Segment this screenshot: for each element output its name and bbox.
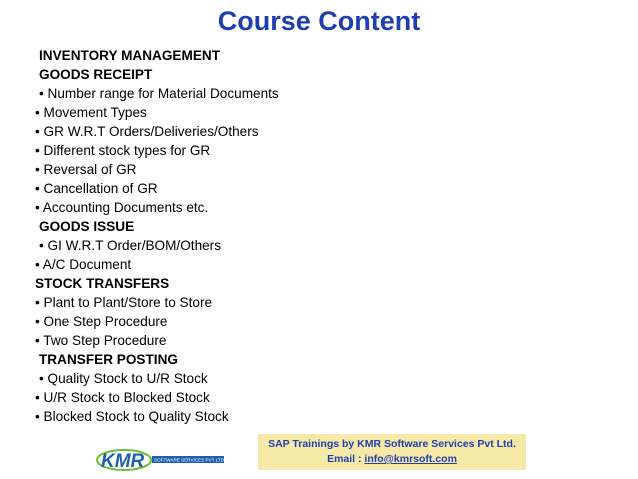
list-item: • Reversal of GR	[35, 162, 137, 177]
section-heading: GOODS RECEIPT	[39, 67, 153, 82]
list-item: • Plant to Plant/Store to Store	[35, 295, 213, 310]
section-heading: INVENTORY MANAGEMENT	[39, 48, 221, 63]
section-heading: STOCK TRANSFERS	[35, 276, 170, 291]
email-link[interactable]: info@kmrsoft.com	[364, 453, 457, 465]
page-title: Course Content	[217, 6, 421, 36]
footer-company: SAP Trainings by KMR Software Services Pvt Ltd.	[268, 438, 516, 450]
list-item: • Blocked Stock to Quality Stock	[35, 409, 229, 424]
list-item: • GR W.R.T Orders/Deliveries/Others	[35, 124, 259, 139]
logo-brand-text: KMR	[101, 451, 145, 472]
section-heading: GOODS ISSUE	[39, 219, 135, 234]
footer-banner	[258, 434, 526, 470]
kmr-logo	[96, 446, 226, 472]
list-item: • Cancellation of GR	[35, 181, 158, 196]
section-heading: TRANSFER POSTING	[39, 352, 178, 367]
list-item: • Number range for Material Documents	[39, 86, 279, 101]
list-item: • Two Step Procedure	[35, 333, 167, 348]
list-item: • Different stock types for GR	[35, 143, 211, 158]
list-item: • GI W.R.T Order/BOM/Others	[39, 238, 222, 253]
footer-email-line	[258, 452, 526, 467]
list-item: • Quality Stock to U/R Stock	[39, 371, 208, 386]
course-content-list	[35, 46, 555, 426]
logo-tagline-text: SOFTWARE SERVICES PVT LTD	[154, 457, 225, 463]
email-label: Email :	[327, 453, 365, 465]
list-item: • Accounting Documents etc.	[35, 200, 209, 215]
list-item: • One Step Procedure	[35, 314, 168, 329]
list-item: • U/R Stock to Blocked Stock	[35, 390, 210, 405]
list-item: • A/C Document	[35, 257, 132, 272]
list-item: • Movement Types	[35, 105, 147, 120]
